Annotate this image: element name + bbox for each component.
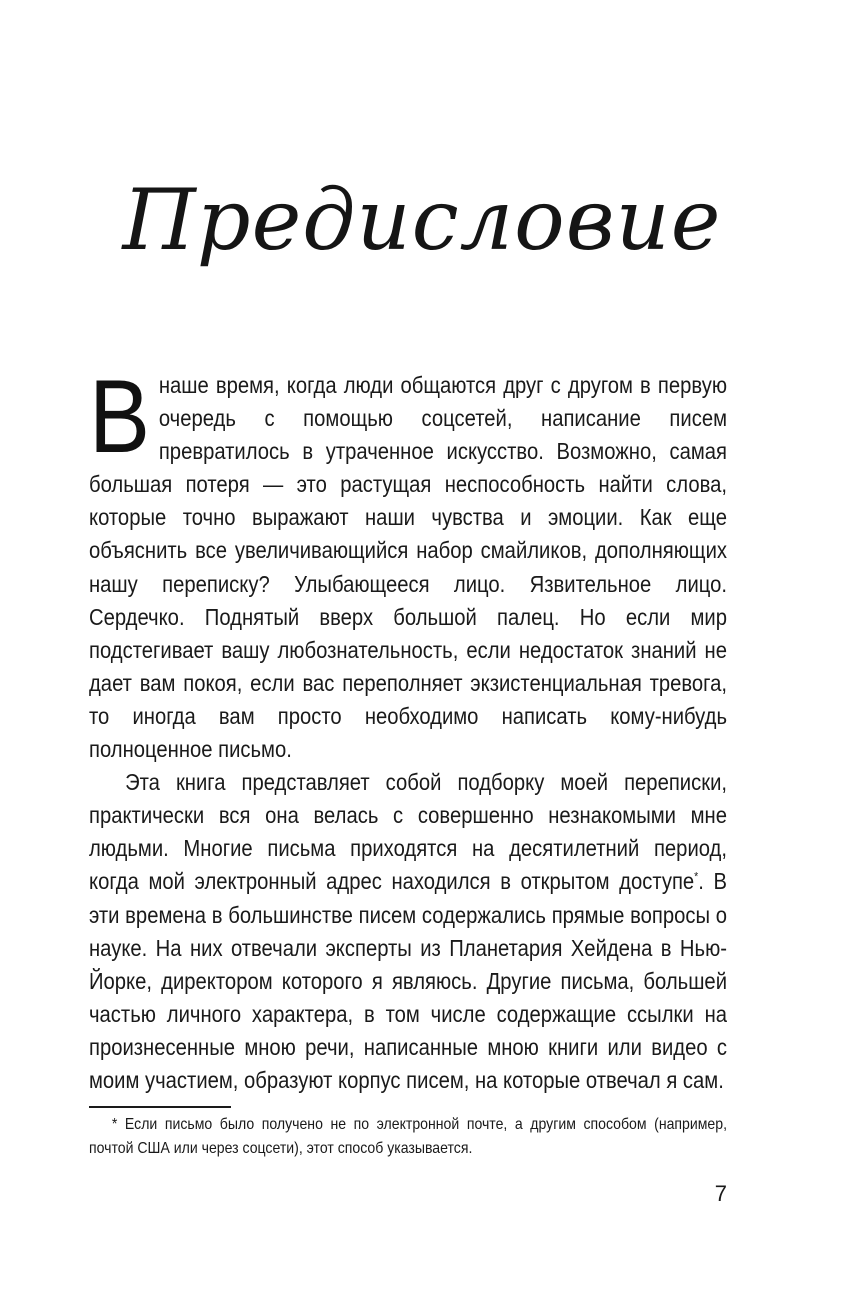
footnote-separator: [89, 1106, 231, 1108]
footnote: [89, 1113, 727, 1161]
paragraph-2-text-before-note: Эта книга представляет собой подборку моей переписки, практически вся она велась с совершенно незнакомыми мне людьми. Многие письма приходятся на десятилетний период, когда мой электронный адрес находился в открытом доступе: [89, 769, 727, 895]
paragraph-2-text-after-note: . В эти времена в большинстве писем содержались прямые вопросы о науке. На них отвечали эксперты из Планетария Хейдена в Нью-Йорке, директором которого я являюсь. Другие письма, большей частью личного характера, в том числе содержащие ссылки на произнесенные мною речи, написанные мною книги или видео с моим участием, образуют корпус писем, на которые отвечал я сам.: [89, 868, 727, 1093]
page-number: 7: [714, 1181, 727, 1206]
footnote-text: * Если письмо было получено не по электронной почте, а другим способом (например, почтой США или через соцсети), этот способ указывается.: [89, 1116, 727, 1157]
paragraph-2: [89, 766, 727, 1097]
chapter-title: Предисловие: [122, 171, 722, 269]
paragraph-1-text: наше время, когда люди общаются друг с другом в первую очередь с помощью соцсетей, написание писем превратилось в утраченное искусство. Возможно, самая большая потеря — это растущая неспособность найти слова, которые точно выражают наши чувства и эмоции. Как еще объяснить все увеличивающийся набор смайликов, дополняющих нашу переписку? Улыбающееся лицо. Язвительное лицо. Сердечко. Поднятый вверх большой палец. Но если мир подстегивает вашу любознательность, если недостаток знаний не дает вам покоя, если вас переполняет экзистенциальная тревога, то иногда вам просто необходимо написать кому-нибудь полноценное письмо.: [89, 372, 728, 763]
drop-cap: В: [89, 359, 151, 475]
body-text: [89, 359, 728, 1097]
footnote-reference: *: [694, 869, 699, 884]
paragraph-1: [89, 359, 728, 766]
